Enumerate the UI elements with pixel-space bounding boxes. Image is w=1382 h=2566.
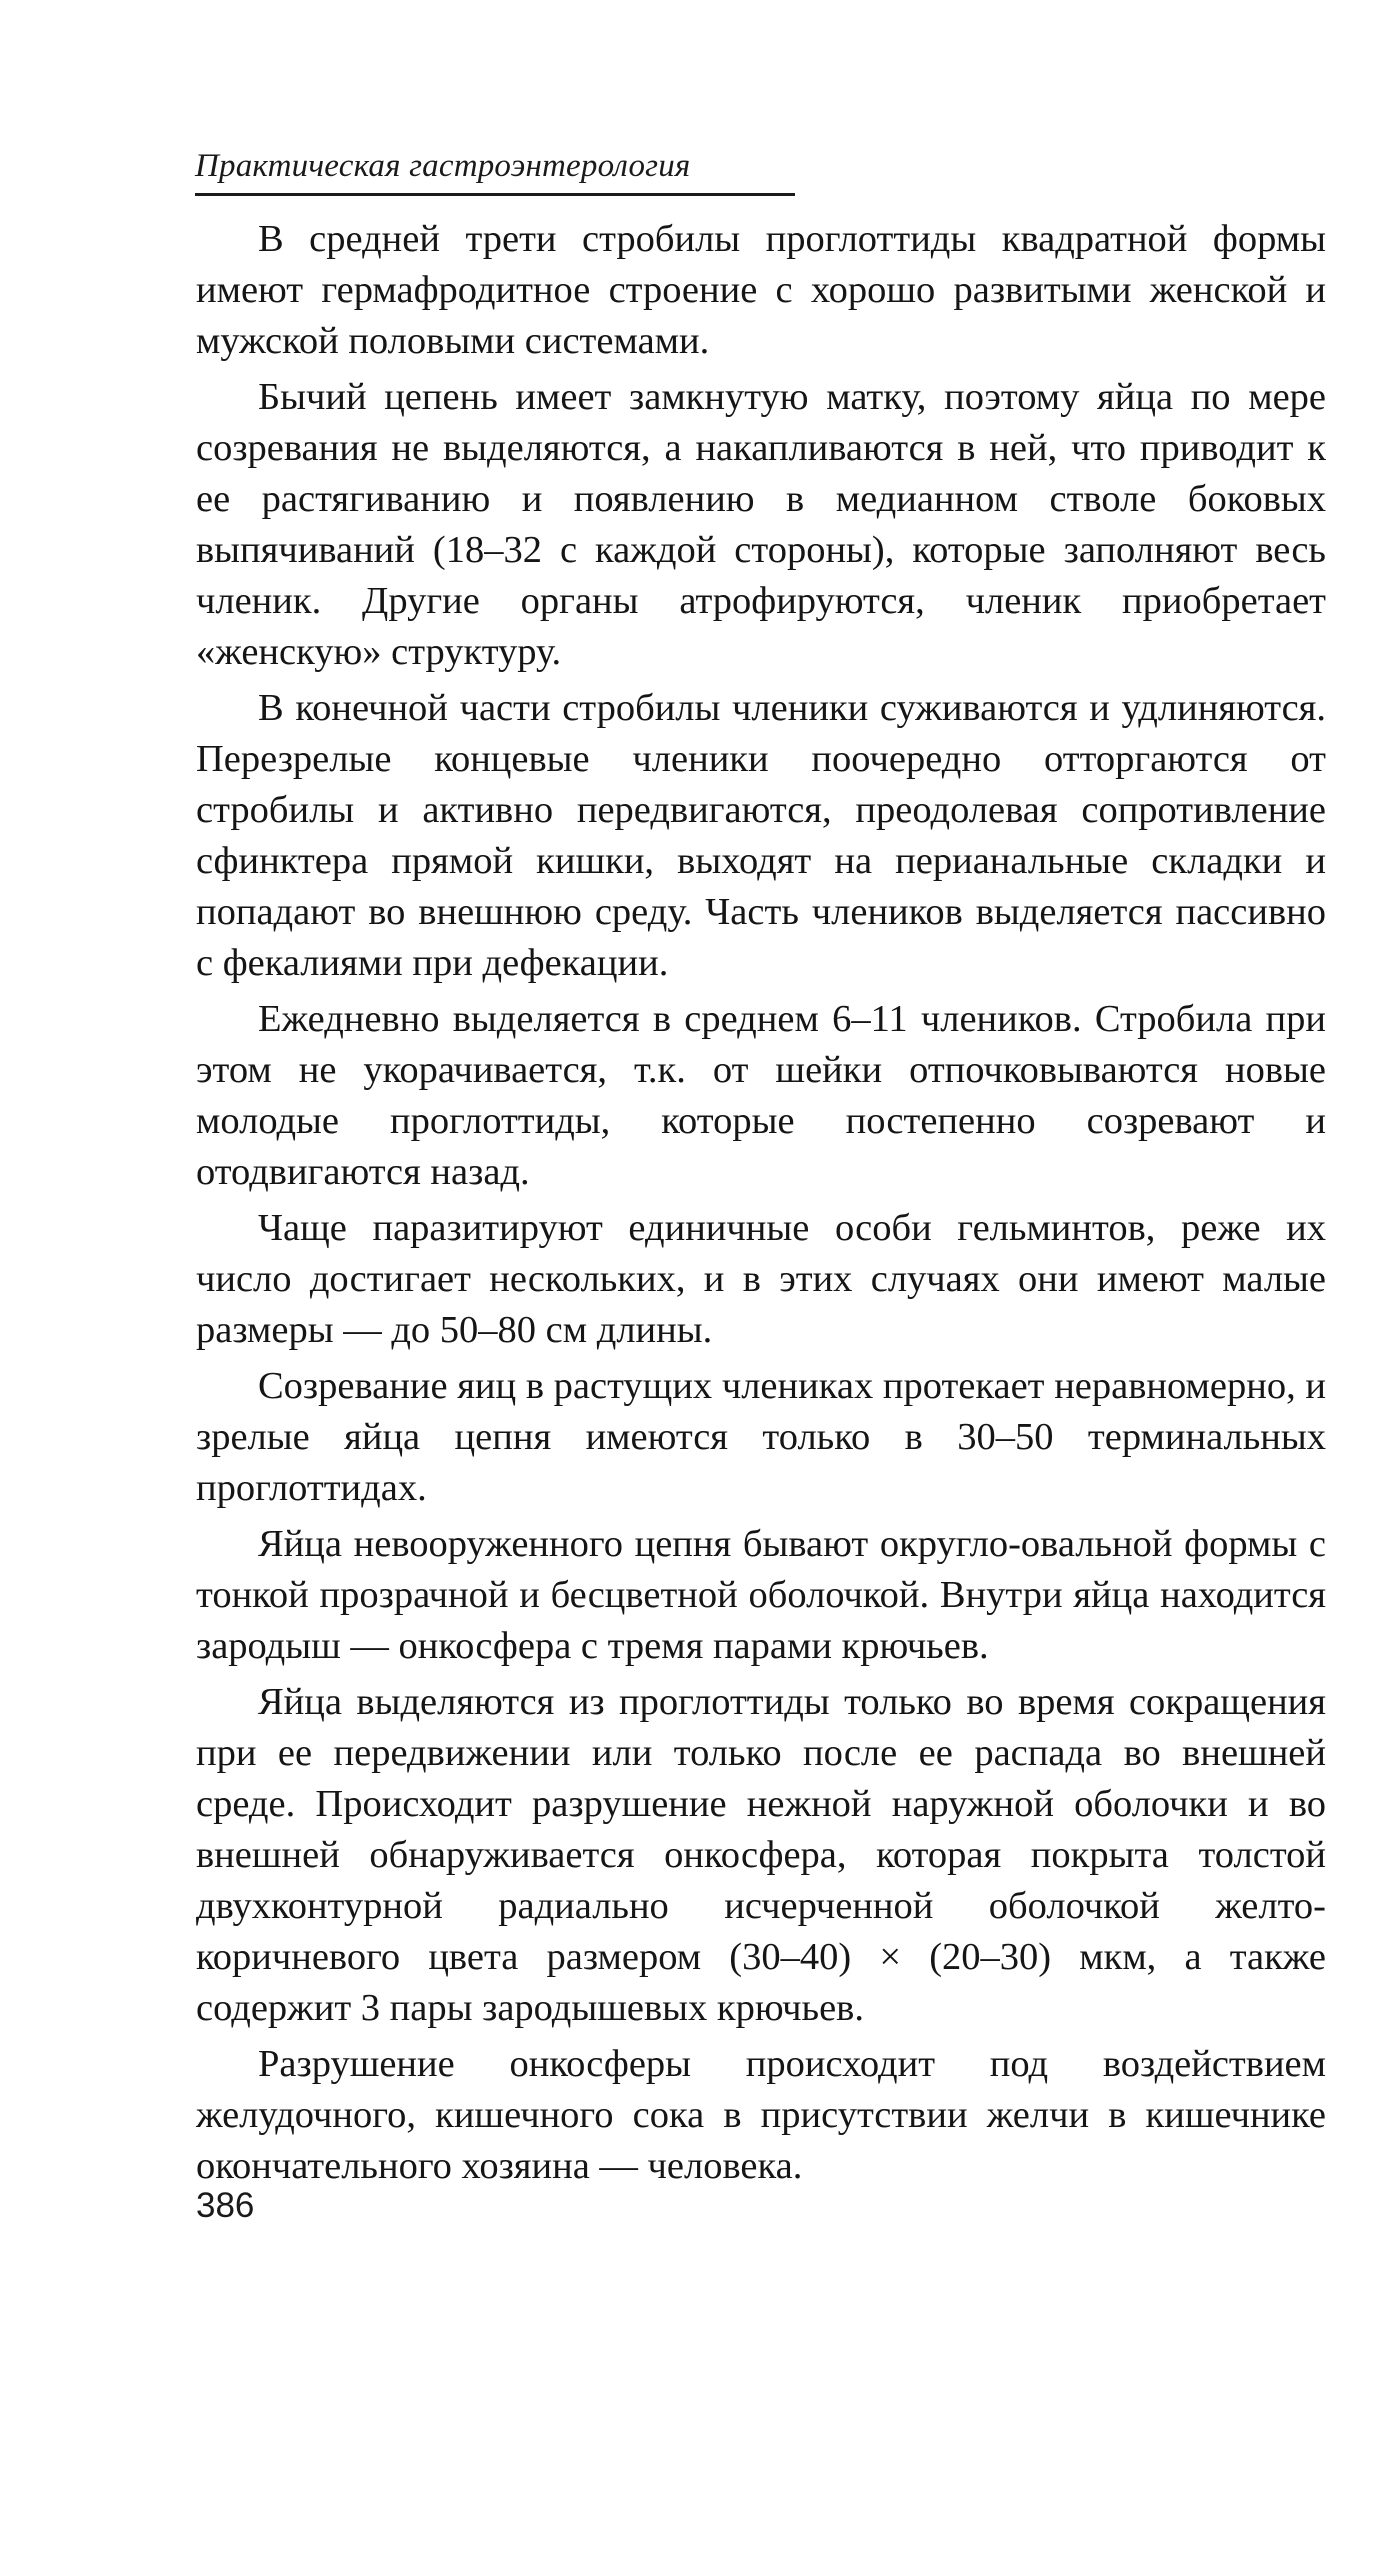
- paragraph-5: Чаще паразитируют единичные особи гельминтов, реже их число достигает нескольких, и в этих случаях они имеют малые размеры — до 50–80 см длины.: [196, 1207, 1326, 1351]
- paragraph-6: Созревание яиц в растущих члениках протекает неравномерно, и зрелые яйца цепня имеются только в 30–50 терминальных проглоттидах.: [196, 1365, 1326, 1509]
- paragraph-2: Бычий цепень имеет замкнутую матку, поэтому яйца по мере созревания не выделяются, а накапливаются в ней, что приводит к ее растягиванию и появлению в медианном стволе боковых выпячиваний (18–32 с каждой стороны), которые заполняют весь членик. Другие органы атрофируются, членик приобретает «женскую» структуру.: [196, 376, 1326, 673]
- paragraph-8: Яйца выделяются из проглоттиды только во время сокращения при ее передвижении или только после ее распада во внешней среде. Происходит разрушение нежной наружной оболочки и во внешней обнаруживается онкосфера, которая покрыта толстой двухконтурной радиально исчерченной оболочкой желто-коричневого цвета размером (30–40) × (20–30) мкм, а также содержит 3 пары зародышевых крючьев.: [196, 1681, 1326, 2029]
- paragraph-4: Ежедневно выделяется в среднем 6–11 члеников. Стробила при этом не укорачивается, т.к. от шейки отпочковываются новые молодые проглоттиды, которые постепенно созревают и отодвигаются назад.: [196, 998, 1326, 1193]
- running-head: Практическая гастроэнтерология: [195, 148, 691, 184]
- paragraph-1: В средней трети стробилы проглоттиды квадратной формы имеют гермафродитное строение с хорошо развитыми женской и мужской половыми системами.: [196, 218, 1326, 362]
- paragraph-7: Яйца невооруженного цепня бывают округло-овальной формы с тонкой прозрачной и бесцветной оболочкой. Внутри яйца находится зародыш — онкосфера с тремя парами крючьев.: [196, 1523, 1326, 1667]
- running-head-rule: [195, 193, 795, 196]
- paragraph-3: В конечной части стробилы членики суживаются и удлиняются. Перезрелые концевые членики поочередно отторгаются от стробилы и активно передвигаются, преодолевая сопротивление сфинктера прямой кишки, выходят на перианальные складки и попадают во внешнюю среду. Часть члеников выделяется пассивно с фекалиями при дефекации.: [196, 687, 1326, 984]
- page-body: [196, 214, 1326, 2197]
- paragraph-9: Разрушение онкосферы происходит под воздействием желудочного, кишечного сока в присутствии желчи в кишечнике окончательного хозяина — человека.: [196, 2043, 1326, 2187]
- page-number: 386: [196, 2186, 255, 2225]
